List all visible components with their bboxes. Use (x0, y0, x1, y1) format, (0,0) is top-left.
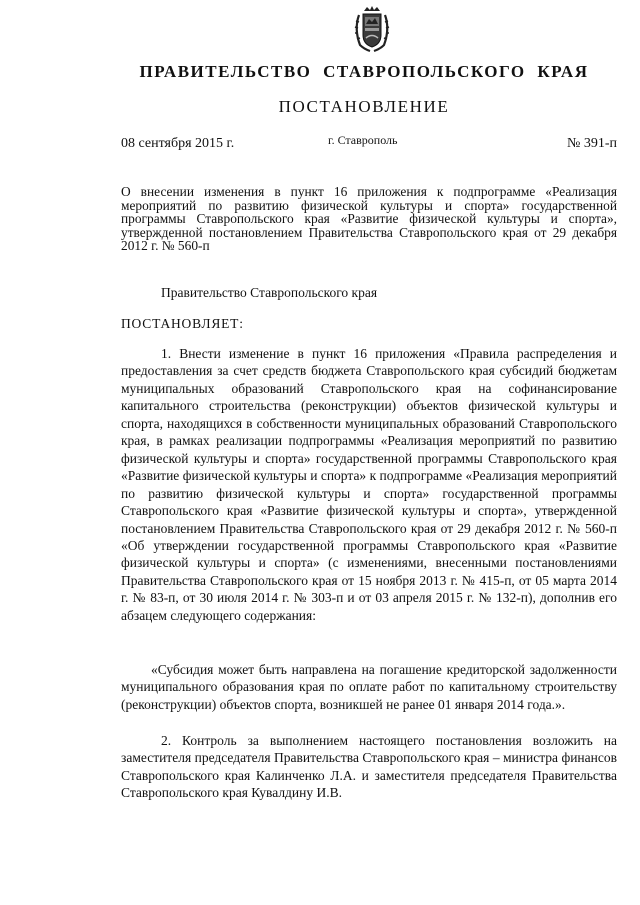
government-title: ПРАВИТЕЛЬСТВО СТАВРОПОЛЬСКОГО КРАЯ (139, 62, 589, 81)
decree-word: ПОСТАНОВЛЯЕТ: (121, 316, 244, 331)
paragraph-1 (121, 345, 617, 624)
document-date: 08 сентября 2015 г. (121, 136, 235, 151)
paragraph-2 (121, 732, 617, 802)
document-city: г. Ставрополь (328, 133, 398, 147)
document-subject: О внесении изменения в пункт 16 приложения к подпрограмме «Реализация мероприятий по развитию физической культуры и спорта» государственной программы Ставропольского края «Развитие физической культуры и спорта», утвержденной постановлением Правительства Ставропольского края от 29 декабря 2012 г. № 560-п (121, 184, 617, 253)
quoted-addition-text: «Субсидия может быть направлена на погашение кредиторской задолженности муниципального образования края по оплате работ по капитальному строительству (реконструкции) объектов спорта, возникшей не ранее 01 января 2014 года.». (121, 662, 617, 712)
paragraph-2-text: 2. Контроль за выполнением настоящего постановления возложить на заместителя председателя Правительства Ставропольского края – министра финансов Ставропольского края Калинченко Л.А. и заместителя председателя Правительства Ставропольского края Кувалдину И.В. (121, 733, 617, 801)
document-number: № 391-п (566, 136, 617, 151)
document-meta (121, 133, 617, 156)
paragraph-1-text: 1. Внести изменение в пункт 16 приложения «Правила распределения и предоставления за счет средств бюджета Ставропольского края субсидий бюджетам муниципальных образований Ставропольского края на софинансирование капитального строительства (реконструкции) объектов физической культуры и спорта, находящихся в собственности муниципальных образований Ставропольского края, в рамках реализации подпрограммы «Реализация мероприятий по развитию физической культуры и спорта» государственной программы Ставропольского края «Развитие физической культуры и спорта» к подпрограмме «Реализация мероприятий по развитию физической культуры и спорта» государственной программы Ставропольского края «Развитие физической культуры и спорта», утвержденной постановлением Правительства Ставропольского края от 29 декабря 2012 г. № 560-п «Об утверждении государственной программы Ставропольского края «Развитие физической культуры и спорта» (с изменениями, внесенными постановлениями Правительства Ставропольского края от 15 ноября 2013 г. № 415-п, от 05 марта 2014 г. № 83-п, от 30 июля 2014 г. № 303-п и от 03 апреля 2015 г. № 132-п), дополнив его абзацем следующего содержания: (121, 346, 617, 623)
issuing-body: Правительство Ставропольского края (161, 285, 378, 300)
document-type: ПОСТАНОВЛЕНИЕ (278, 97, 450, 116)
coat-of-arms-icon (352, 5, 392, 53)
quoted-addition (121, 661, 617, 713)
